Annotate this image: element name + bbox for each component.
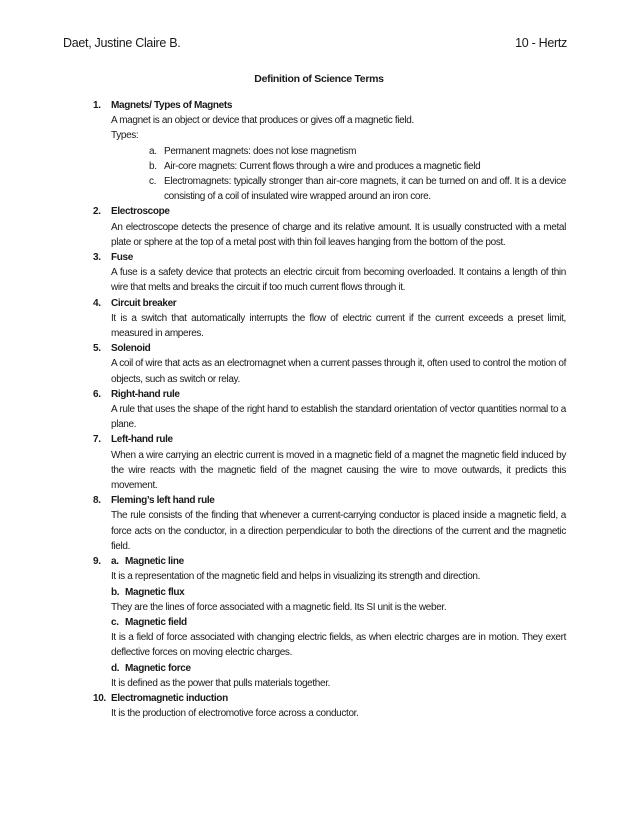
type-label: a.	[149, 145, 157, 157]
page-title: Definition of Science Terms	[254, 73, 384, 85]
item-number: 5.	[93, 343, 101, 355]
term-definition: A coil of wire that acts as an electromagnet when a current passes through it, often used to control the motion of objects, such as switch or relay.	[111, 358, 566, 385]
term-definition: They are the lines of force associated with a magnetic field. Its SI unit is the weber.	[111, 601, 447, 613]
term-definition: A magnet is an object or device that produces or gives off a magnetic field.	[111, 115, 414, 127]
item-number: 3.	[93, 252, 101, 264]
item-number: 1.	[93, 100, 101, 111]
term-title: Right-hand rule	[111, 388, 180, 400]
author-name: Daet, Justine Claire B.	[63, 36, 181, 50]
term-item-electromagnetic-induction	[93, 691, 566, 721]
term-title: Magnetic line	[125, 556, 184, 568]
term-definition: A rule that uses the shape of the right hand to establish the standard orientation of vector quantities normal to a plane.	[111, 404, 566, 431]
term-title: Solenoid	[111, 343, 151, 355]
term-definition: A fuse is a safety device that protects an electric circuit from becoming overloaded. It contains a length of thin wire that melts and breaks the circuit if too much current flows through it.	[111, 267, 566, 294]
term-title: Magnetic field	[125, 616, 187, 628]
term-title: Electromagnetic induction	[111, 692, 228, 704]
type-text: Electromagnets: typically stronger than air-core magnets, it can be turned on and off. It is a device consisting of a coil of insulated wire wrapped around an iron core.	[164, 176, 566, 203]
subpart-magnetic-force	[111, 661, 566, 691]
term-item-fuse	[93, 250, 566, 296]
terms-list	[93, 98, 566, 721]
subpart-label: d.	[111, 662, 120, 674]
item-number: 9.	[93, 556, 101, 568]
item-number: 4.	[93, 297, 101, 309]
term-item-right-hand-rule	[93, 387, 566, 433]
subpart-magnetic-field	[111, 615, 566, 661]
type-text: Air-core magnets: Current flows through a wire and produces a magnetic field	[164, 160, 481, 172]
subpart-magnetic-line	[111, 554, 566, 584]
item-number: 10.	[93, 692, 106, 704]
item-number: 6.	[93, 388, 101, 400]
types-label: Types:	[111, 130, 139, 142]
subpart-label: a.	[111, 556, 119, 568]
term-title: Fleming’s left hand rule	[111, 495, 215, 507]
type-label: b.	[149, 160, 157, 172]
term-definition: It is a representation of the magnetic field and helps in visualizing its strength and direction.	[111, 571, 481, 583]
term-item-solenoid	[93, 341, 566, 387]
term-definition: An electroscope detects the presence of charge and its relative amount. It is usually constructed with a metal plate or sphere at the top of a metal post with thin foil leaves hanging from the bottom of the post.	[111, 221, 566, 248]
type-item	[149, 144, 566, 159]
term-definition: When a wire carrying an electric current is moved in a magnetic field of a magnet the magnetic field induced by the wire reacts with the magnetic field of the magnet causing the wire to move outwards, it predicts this movement.	[111, 449, 566, 492]
term-item-electroscope	[93, 204, 566, 250]
term-item-left-hand-rule	[93, 432, 566, 493]
term-title: Magnetic flux	[125, 586, 185, 598]
type-text: Permanent magnets: does not lose magnetism	[164, 145, 357, 157]
term-title: Fuse	[111, 252, 133, 264]
term-definition: It is defined as the power that pulls materials together.	[111, 677, 331, 689]
term-item-circuit-breaker	[93, 296, 566, 342]
term-definition: It is a switch that automatically interrupts the flow of electric current if the current exceeds a preset limit, measured in amperes.	[111, 312, 566, 340]
subpart-magnetic-flux	[111, 585, 566, 615]
term-definition: It is a field of force associated with changing electric fields, as when electric charges are in motion. They exert deflective forces on moving electric charges.	[111, 632, 566, 659]
term-item-magnetism-parts	[93, 554, 566, 691]
term-title: Electroscope	[111, 206, 170, 218]
subpart-label: c.	[111, 616, 119, 628]
type-item	[149, 174, 566, 204]
type-item	[149, 159, 566, 174]
term-title: Magnets/ Types of Magnets	[111, 100, 233, 111]
item-number: 7.	[93, 434, 101, 446]
term-title: Magnetic force	[125, 662, 191, 674]
term-title: Left-hand rule	[111, 434, 173, 446]
section-name: 10 - Hertz	[515, 36, 567, 50]
term-item-magnets	[93, 98, 566, 204]
subpart-label: b.	[111, 586, 120, 598]
term-title: Circuit breaker	[111, 297, 177, 309]
term-item-flemings-left-hand-rule	[93, 493, 566, 554]
type-label: c.	[149, 176, 157, 188]
item-number: 2.	[93, 206, 101, 218]
term-definition: The rule consists of the finding that whenever a current-carrying conductor is placed inside a magnetic field, a force acts on the conductor, in a direction perpendicular to both the directions of the current and the magnetic field.	[111, 510, 566, 552]
term-definition: It is the production of electromotive force across a conductor.	[111, 708, 359, 720]
item-number: 8.	[93, 495, 101, 507]
